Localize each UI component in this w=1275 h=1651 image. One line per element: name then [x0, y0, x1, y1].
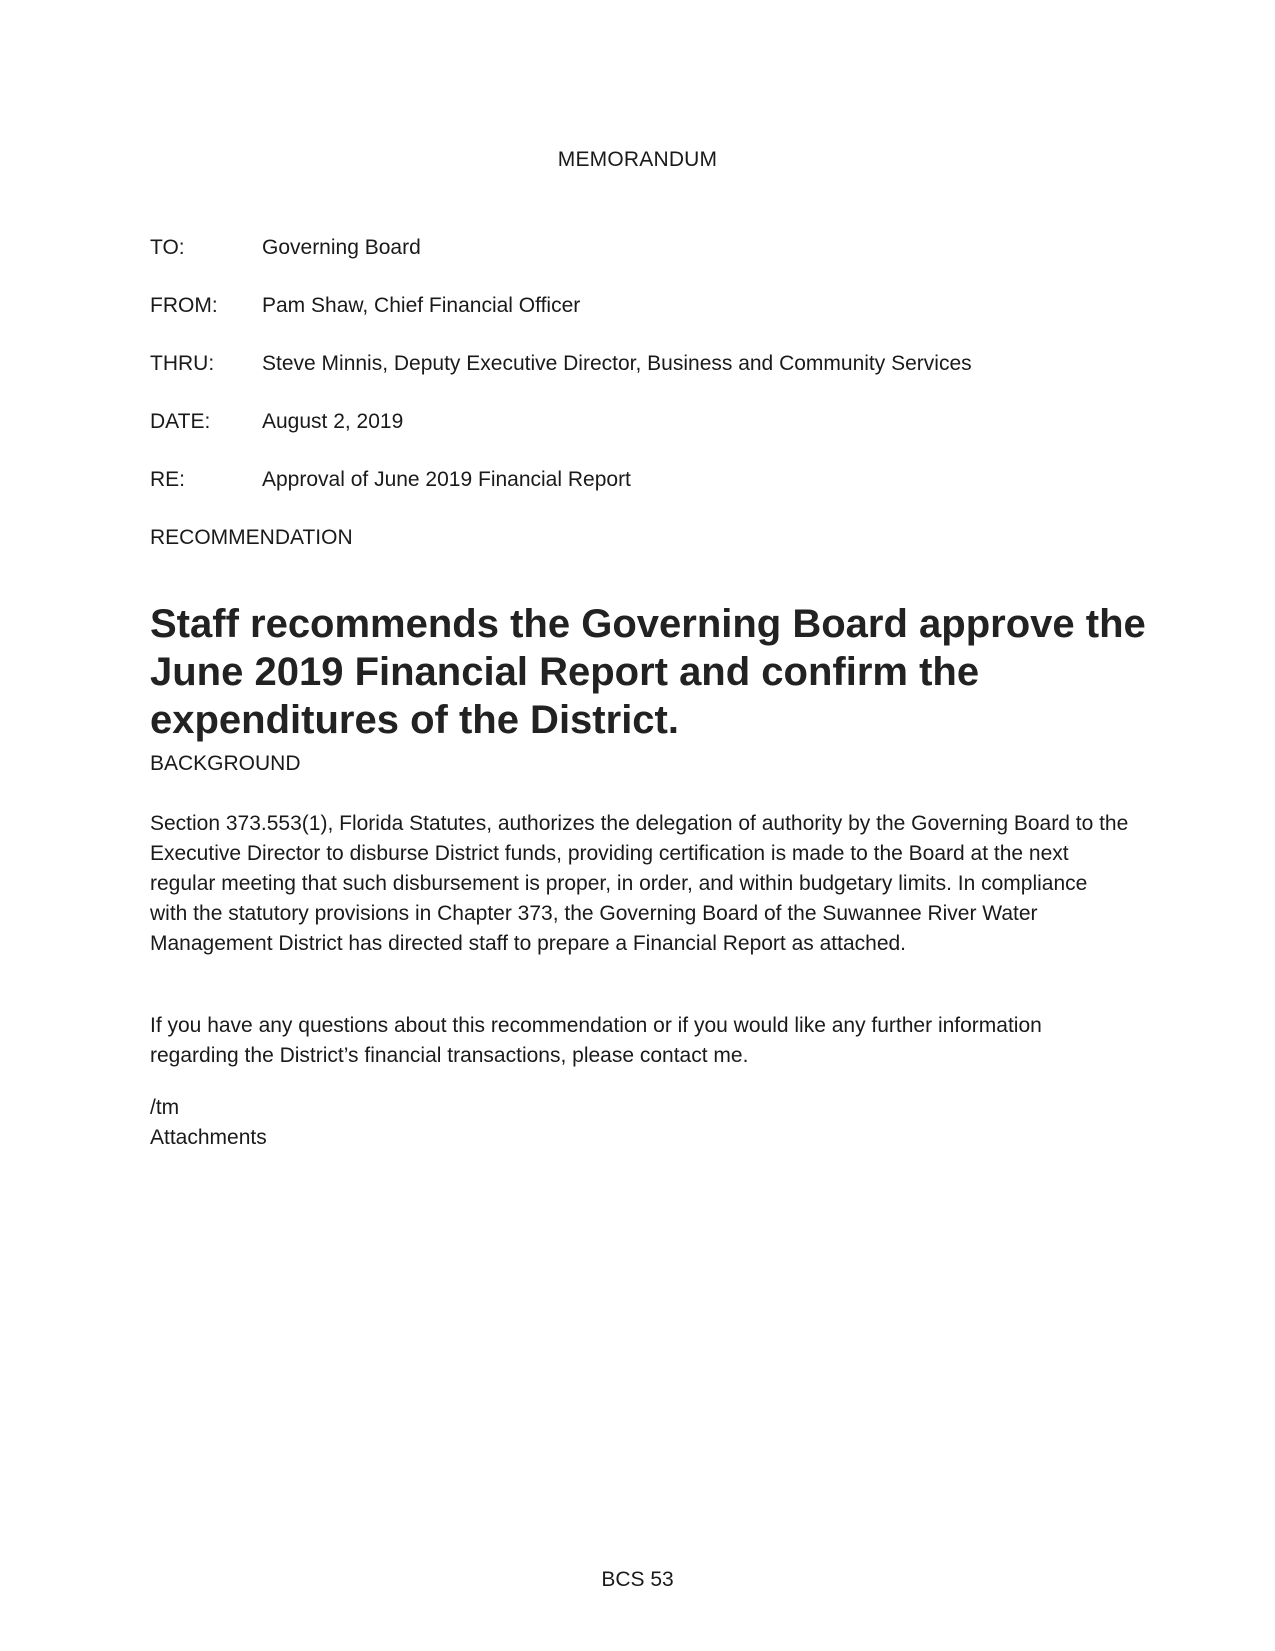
author-initials: /tm — [150, 1096, 180, 1119]
background-heading: BACKGROUND — [150, 752, 301, 775]
thru-value: Steve Minnis, Deputy Executive Director, Business and Community Services — [262, 352, 972, 375]
attachments-label: Attachments — [150, 1126, 267, 1149]
background-paragraph-2: If you have any questions about this recommendation or if you would like any further information regarding the District’s financial transactions, please contact me. — [150, 1014, 1042, 1067]
page-number: BCS 53 — [601, 1568, 674, 1591]
header-to — [150, 236, 421, 260]
to-value: Governing Board — [262, 236, 421, 259]
header-thru — [150, 352, 972, 376]
thru-label: THRU: — [150, 352, 215, 375]
header-re — [150, 468, 631, 492]
re-value: Approval of June 2019 Financial Report — [262, 468, 631, 491]
to-label: TO: — [150, 236, 185, 259]
from-label: FROM: — [150, 294, 218, 317]
header-date — [150, 410, 403, 434]
background-paragraph-1: Section 373.553(1), Florida Statutes, authorizes the delegation of authority by the Governing Board to the Executive Director to disburse District funds, providing certification is made to the Board at the next regular meeting that such disbursement is proper, in order, and within budgetary limits. In compliance with the statutory provisions in Chapter 373, the Governing Board of the Suwannee River Water Management District has directed staff to prepare a Financial Report as attached. — [150, 812, 1129, 955]
memo-title: MEMORANDUM — [557, 148, 718, 171]
recommendation-heading: RECOMMENDATION — [150, 526, 353, 549]
re-label: RE: — [150, 468, 186, 491]
from-value: Pam Shaw, Chief Financial Officer — [262, 294, 581, 317]
date-label: DATE: — [150, 410, 211, 433]
header-from — [150, 294, 580, 318]
recommendation-text: Staff recommends the Governing Board approve the June 2019 Financial Report and confirm the expenditures of the District. — [150, 602, 1146, 742]
date-value: August 2, 2019 — [262, 410, 404, 433]
